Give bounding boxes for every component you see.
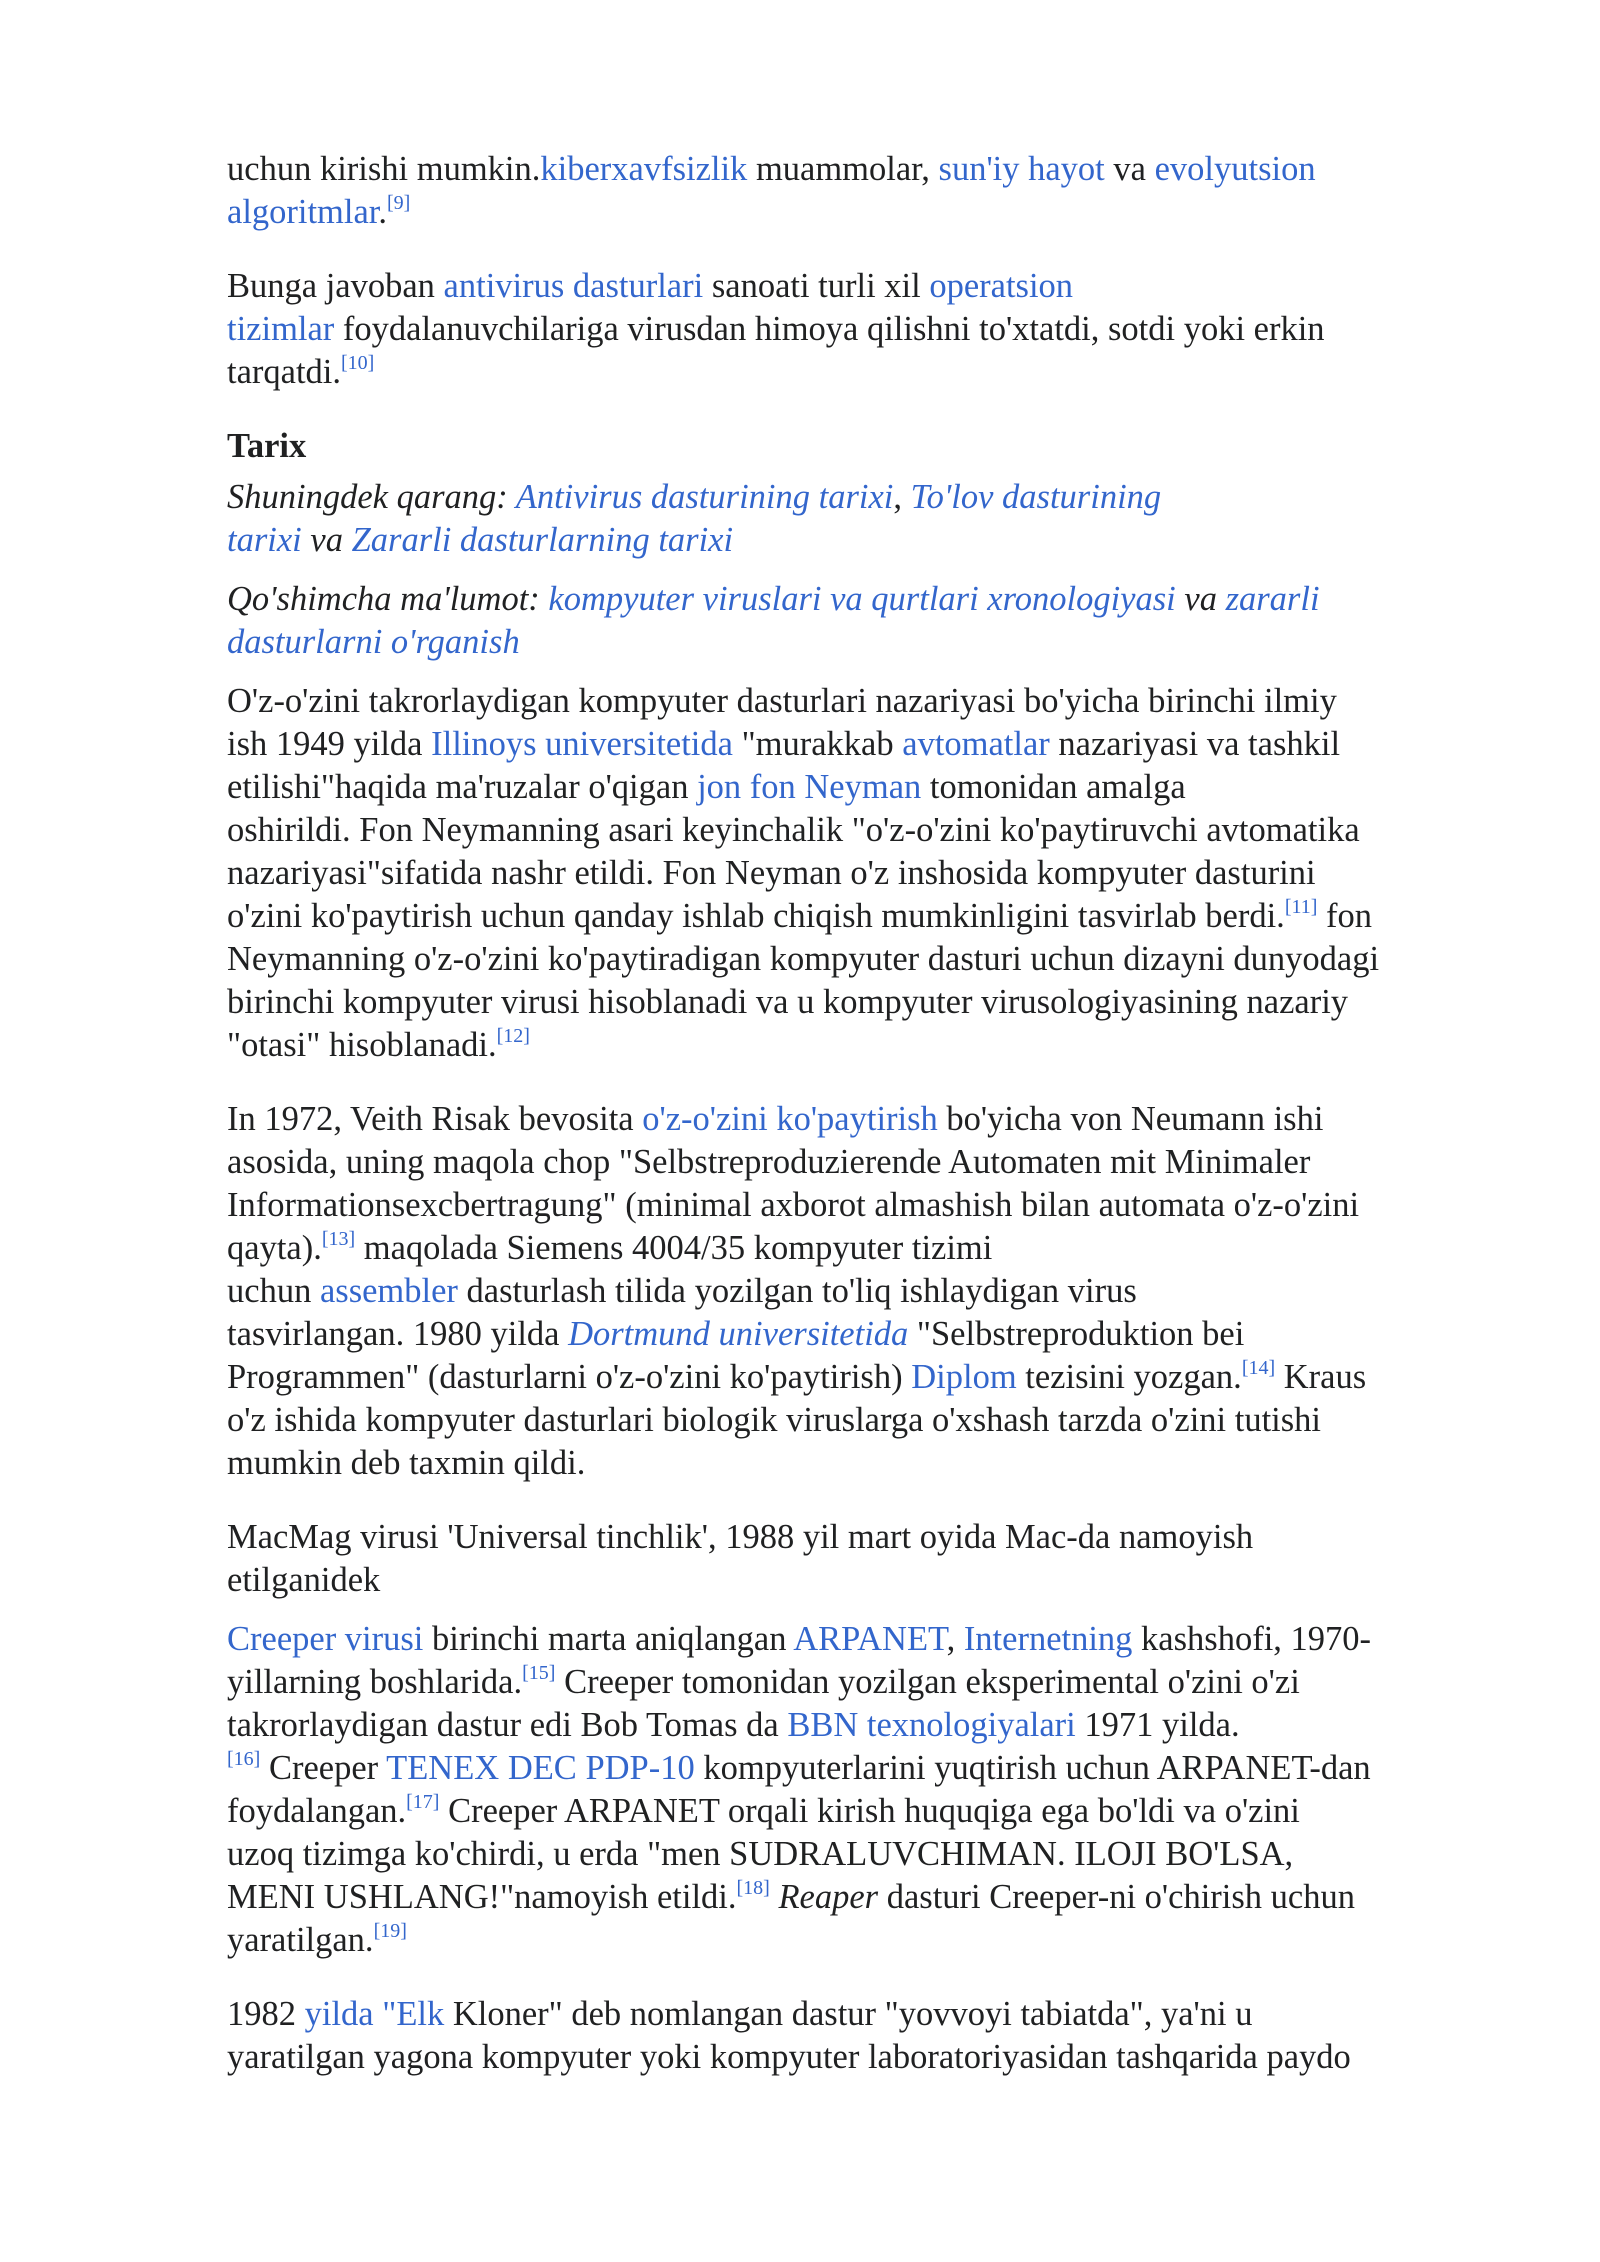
text: Creeper ARPANET orqali kirish huquqiga ega bo'ldi va o'zini — [439, 1792, 1300, 1830]
text: sanoati turli xil — [703, 267, 930, 305]
text: . — [378, 193, 388, 231]
text: fon — [1317, 897, 1373, 935]
text: nazariyasi va tashkil — [1049, 725, 1341, 763]
hatnote-label: Shuningdek qarang: — [227, 478, 516, 516]
text: va — [1104, 150, 1155, 188]
link-operatsion-tizimlar[interactable]: operatsion — [929, 267, 1074, 305]
link-evolyutsion-algoritmlar[interactable]: evolyutsion — [1154, 150, 1316, 188]
text: tarqatdi. — [227, 353, 341, 391]
text: birinchi kompyuter virusi hisoblanadi va u kompyuter virusologiyasining nazariy — [227, 983, 1349, 1021]
text: tasvirlangan. 1980 yilda — [227, 1315, 569, 1353]
text: oshirildi. Fon Neymanning asari keyinchalik "o'z-o'zini ko'paytiruvchi avtomatika — [227, 811, 1360, 849]
text: yaratilgan. — [227, 1921, 374, 1959]
text: uchun — [227, 1272, 320, 1310]
text: kompyuterlarini yuqtirish uchun ARPANET-dan — [694, 1749, 1371, 1787]
hatnote-see-also — [227, 476, 1487, 562]
text: takrorlaydigan dastur edi Bob Tomas da — [227, 1706, 788, 1744]
link-tenex-dec-pdp-10[interactable]: TENEX DEC PDP-10 — [386, 1749, 695, 1787]
text: ish 1949 yilda — [227, 725, 432, 763]
paragraph-antivirus — [227, 265, 1487, 394]
link-assembler[interactable]: assembler — [319, 1272, 458, 1310]
paragraph-elk-cloner — [227, 1993, 1487, 2079]
text: "otasi" hisoblanadi. — [227, 1026, 497, 1064]
reference-18[interactable]: [18] — [736, 1877, 770, 1899]
text: Kloner" deb nomlangan dastur "yovvoyi tabiatda", ya'ni u — [444, 1995, 1253, 2033]
link-kiberxavfsizlik[interactable]: kiberxavfsizlik — [540, 150, 748, 188]
text: nazariyasi"sifatida nashr etildi. Fon Neyman o'z inshosida kompyuter dasturini — [227, 854, 1316, 892]
link-arpanet[interactable]: ARPANET — [793, 1620, 947, 1658]
text: yillarning boshlarida. — [227, 1663, 523, 1701]
text: dasturlash tilida yozilgan to'liq ishlaydigan virus — [457, 1272, 1137, 1310]
text: Creeper — [260, 1749, 387, 1787]
text: MENI USHLANG!"namoyish etildi. — [227, 1878, 737, 1916]
link-illinoys-universitetida[interactable]: Illinoys universitetida — [431, 725, 733, 763]
hatnote-more-info — [227, 578, 1487, 664]
image-caption-macmag — [227, 1516, 1487, 1602]
link-diplom[interactable]: Diplom — [911, 1358, 1017, 1396]
reference-9[interactable]: [9] — [387, 192, 411, 214]
text: , — [893, 478, 911, 516]
text: Informationsexcbertragung" (minimal axborot almashish bilan automata o'z-o'zini — [227, 1186, 1360, 1224]
reference-12[interactable]: [12] — [496, 1025, 530, 1047]
link-operatsion-tizimlar-cont[interactable]: tizimlar — [227, 310, 335, 348]
link-creeper-virusi[interactable]: Creeper virusi — [227, 1620, 424, 1658]
text: foydalangan. — [227, 1792, 407, 1830]
text: kashshofi, 1970- — [1132, 1620, 1372, 1658]
reference-19[interactable]: [19] — [373, 1920, 407, 1942]
paragraph-intro-end — [227, 148, 1487, 234]
text: tezisini yozgan. — [1016, 1358, 1242, 1396]
text: Bunga javoban — [227, 267, 444, 305]
text: bo'yicha von Neumann ishi — [937, 1100, 1324, 1138]
text: "murakkab — [732, 725, 903, 763]
text: tomonidan amalga — [921, 768, 1186, 806]
text: etilishi"haqida ma'ruzalar o'qigan — [227, 768, 698, 806]
text: asosida, uning maqola chop "Selbstreproduzierende Automaten mit Minimaler — [227, 1143, 1311, 1181]
text: 1971 yilda. — [1075, 1706, 1240, 1744]
link-avtomatlar[interactable]: avtomatlar — [902, 725, 1050, 763]
text: Neymanning o'z-o'zini ko'paytiradigan kompyuter dasturi uchun dizayni dunyodagi — [227, 940, 1380, 978]
text: Creeper tomonidan yozilgan eksperimental o'zini o'zi — [555, 1663, 1300, 1701]
link-suniy-hayot[interactable]: sun'iy hayot — [938, 150, 1105, 188]
link-jon-fon-neyman[interactable]: jon fon Neyman — [697, 768, 922, 806]
text: yaratilgan yagona kompyuter yoki kompyuter laboratoriyasidan tashqarida paydo — [227, 2038, 1351, 2076]
link-zararli-dasturlarning-tarixi[interactable]: Zararli dasturlarning tarixi — [351, 521, 734, 559]
link-evolyutsion-algoritmlar-cont[interactable]: algoritmlar — [227, 193, 379, 231]
reference-11[interactable]: [11] — [1284, 896, 1318, 918]
text: , — [946, 1620, 964, 1658]
hatnote-label: Qo'shimcha ma'lumot: — [227, 580, 549, 618]
link-antivirus-dasturining-tarixi[interactable]: Antivirus dasturining tarixi — [515, 478, 894, 516]
reference-10[interactable]: [10] — [341, 352, 375, 374]
text: O'z-o'zini takrorlaydigan kompyuter dasturlari nazariyasi bo'yicha birinchi ilmiy — [227, 682, 1337, 720]
link-yilda-elk[interactable]: yilda "Elk — [304, 1995, 445, 2033]
document-page — [227, 148, 1487, 2110]
text: va — [1175, 580, 1226, 618]
text: uchun kirishi mumkin. — [227, 150, 541, 188]
link-zararli-dasturlarni-organish-cont[interactable]: dasturlarni o'rganish — [227, 623, 520, 661]
text: o'z ishida kompyuter dasturlari biologik viruslarga o'xshash tarzda o'zini tutishi — [227, 1401, 1322, 1439]
reference-16[interactable]: [16] — [227, 1748, 261, 1770]
paragraph-von-neumann — [227, 680, 1487, 1067]
link-oz-ozini-kopaytirish[interactable]: o'z-o'zini ko'paytirish — [642, 1100, 938, 1138]
link-tolov-dasturining-tarixi-cont[interactable]: tarixi — [227, 521, 302, 559]
section-heading-tarix: Tarix — [227, 427, 307, 465]
text: birinchi marta aniqlangan — [423, 1620, 794, 1658]
reference-13[interactable]: [13] — [321, 1228, 356, 1250]
text: va — [301, 521, 352, 559]
link-dortmund-universitetida[interactable]: Dortmund universitetida — [568, 1315, 909, 1353]
text: 1982 — [227, 1995, 305, 2033]
link-internetning[interactable]: Internetning — [963, 1620, 1133, 1658]
link-zararli-dasturlarni-organish[interactable]: zararli — [1225, 580, 1320, 618]
text: maqolada Siemens 4004/35 kompyuter tizimi — [355, 1229, 993, 1267]
paragraph-creeper — [227, 1618, 1487, 1962]
link-bbn-texnologiyalari[interactable]: BBN texnologiyalari — [787, 1706, 1076, 1744]
link-tolov-dasturining-tarixi[interactable]: To'lov dasturining — [910, 478, 1162, 516]
reference-17[interactable]: [17] — [406, 1791, 440, 1813]
text: qayta). — [227, 1229, 322, 1267]
text: foydalanuvchilariga virusdan himoya qilishni to'xtatdi, sotdi yoki erkin — [334, 310, 1325, 348]
text: muammolar, — [747, 150, 939, 188]
text: Programmen" (dasturlarni o'z-o'zini ko'paytirish) — [227, 1358, 912, 1396]
link-viruslar-xronologiyasi[interactable]: kompyuter viruslari va qurtlari xronologiyasi — [548, 580, 1176, 618]
text: etilganidek — [227, 1561, 381, 1599]
text: In 1972, Veith Risak bevosita — [227, 1100, 643, 1138]
reference-15[interactable]: [15] — [522, 1662, 556, 1684]
paragraph-risak-kraus — [227, 1098, 1487, 1485]
text: Kraus — [1275, 1358, 1367, 1396]
reference-14[interactable]: [14] — [1241, 1357, 1276, 1379]
text: mumkin deb taxmin qildi. — [227, 1444, 586, 1482]
text: MacMag virusi 'Universal tinchlik', 1988 yil mart oyida Mac-da namoyish — [227, 1518, 1254, 1556]
text: uzoq tizimga ko'chirdi, u erda "men SUDRALUVCHIMAN. ILOJI BO'LSA, — [227, 1835, 1294, 1873]
text: o'zini ko'paytirish uchun qanday ishlab chiqish mumkinligini tasvirlab berdi. — [227, 897, 1285, 935]
reaper-program-name: Reaper — [778, 1878, 879, 1916]
text: dasturi Creeper-ni o'chirish uchun — [878, 1878, 1355, 1916]
link-antivirus-dasturlari[interactable]: antivirus dasturlari — [443, 267, 704, 305]
text: "Selbstreproduktion bei — [908, 1315, 1245, 1353]
